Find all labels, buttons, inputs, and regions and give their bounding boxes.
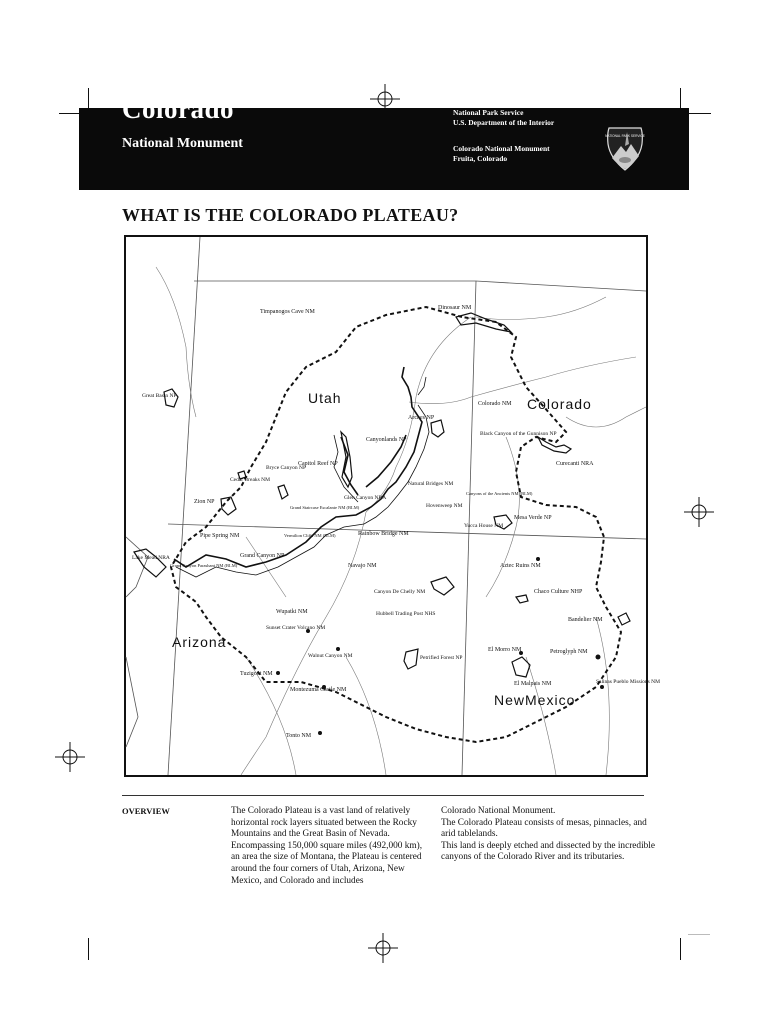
crop-mark (680, 88, 681, 108)
park-label-pipe-spring: Pipe Spring NM (200, 533, 240, 539)
park-label-rainbow-bridge: Rainbow Bridge NM (358, 531, 409, 537)
park-label-great-basin-text: Great Basin NP (142, 393, 177, 399)
park-label-salinas: Salinas Pueblo Missions NM (596, 679, 661, 685)
park-label-tuzigoot: Tuzigoot NM (240, 671, 273, 677)
overview-heading: OVERVIEW (122, 806, 170, 816)
crop-mark (688, 934, 710, 935)
park-label-hubbell: Hubbell Trading Post NHS (376, 611, 436, 617)
park-outline-bandelier (618, 613, 630, 625)
overview-line-canyons: This land is deeply etched and dissected by the incredible canyons of the Colorado River and its tributaries. (441, 840, 656, 863)
park-label-canyons-ancients: Canyons of the Ancients NM (BLM) (466, 491, 533, 496)
agency-block (453, 108, 554, 128)
crop-mark (88, 938, 89, 960)
crop-mark (680, 938, 681, 960)
park-outline-lake-mead (134, 549, 166, 577)
park-outline-canyon-de-chelly (431, 577, 454, 595)
park-label-montezuma: Montezuma Castle NM (290, 687, 347, 693)
overview-line-monument: Colorado National Monument. (441, 806, 556, 816)
park-label-grand-canyon-parashant: Grand Canyon Parashant NM (BLM) (170, 563, 238, 568)
registration-mark (55, 742, 85, 772)
park-outline-petrified-forest (404, 649, 418, 669)
state-label-colorado: Colorado (527, 396, 592, 412)
park-label-vermilion: Vermilion Cliffs NM (BLM) (284, 533, 336, 538)
overview-paragraph-1: The Colorado Plateau is a vast land of relatively horizontal rock layers situated between the Rocky Mountains and the Great Basin of Nevada. Encompassing 150,000 square miles (492,000 km), an area the size of Montana, the Plateau is centered around the four corners of Utah, Arizona, New Mexico, and Colorado and includes (231, 806, 423, 886)
park-outline-dinosaur (456, 313, 511, 332)
park-label-grand-canyon: Grand Canyon NP (240, 553, 285, 559)
park-label-chaco: Chaco Culture NHP (534, 589, 583, 595)
park-label-arches: Arches NP (408, 415, 435, 421)
park-label-glen-canyon: Glen Canyon NRA (344, 495, 387, 501)
park-label-zion: Zion NP (194, 499, 215, 505)
park-label-dinosaur: Dinosaur NM (438, 305, 472, 311)
park-location-block (453, 144, 550, 164)
registration-mark (368, 933, 398, 963)
park-label-aztec: Aztec Ruins NM (500, 563, 541, 569)
park-label-great-basin (142, 393, 177, 399)
park-outline-bryce (278, 485, 288, 499)
park-label-capitol-reef: Capitol Reef NP (298, 461, 338, 467)
registration-mark (684, 497, 714, 527)
crop-mark (689, 113, 711, 114)
park-outline-chaco (516, 595, 528, 603)
park-label-el-malpais: El Malpais NM (514, 681, 552, 687)
park-label-el-morro: El Morro NM (488, 647, 522, 653)
nps-arrowhead-icon (603, 124, 647, 172)
park-subtitle: National Monument (122, 136, 243, 151)
park-label-lake-mead: Lake Mead NRA (132, 555, 170, 561)
park-title: Colorado (122, 94, 234, 124)
overview-column-1 (231, 806, 431, 887)
park-label-petroglyph: Petroglyph NM (550, 649, 588, 655)
state-label-utah: Utah (308, 390, 342, 406)
park-label-mesa-verde: Mesa Verde NP (514, 515, 552, 521)
map-svg (126, 237, 661, 775)
park-label-black-canyon: Black Canyon of the Gunnison NP (480, 431, 557, 437)
crop-mark (88, 88, 89, 108)
header-banner (79, 94, 689, 190)
park-label-curecanti: Curecanti NRA (556, 461, 594, 467)
section-divider (122, 795, 644, 796)
park-label-canyonlands: Canyonlands NP (366, 437, 407, 443)
park-dot-tuzigoot (276, 671, 280, 675)
department-name: U.S. Department of the Interior (453, 118, 555, 127)
park-label-tonto: Tonto NM (286, 733, 312, 739)
crop-mark (59, 113, 79, 114)
park-label-timpanogos: Timpanogos Cave NM (260, 309, 315, 315)
park-label-sunset-crater: Sunset Crater Volcano NM (266, 625, 326, 631)
park-dot-petroglyph (596, 655, 601, 660)
park-dot-tonto (318, 731, 322, 735)
park-label-canyon-de-chelly: Canyon De Chelly NM (374, 589, 426, 595)
overview-line-landforms: The Colorado Plateau consists of mesas, pinnacles, and arid tablelands. (441, 817, 647, 840)
park-outline-arches (431, 420, 444, 437)
park-dots (276, 557, 604, 735)
logo-text: NATIONAL PARK SERVICE (605, 134, 645, 138)
park-label-colorado-nm: Colorado NM (478, 401, 512, 407)
park-label-wupatki: Wupatki NM (276, 609, 308, 615)
park-label-hovenweep: Hovenweep NM (426, 503, 463, 509)
park-label-grand-staircase: Grand Staircase Escalante NM (BLM) (290, 505, 360, 510)
park-name: Colorado National Monument (453, 144, 550, 153)
park-label-natural-bridges: Natural Bridges NM (408, 481, 454, 487)
park-label-petrified-forest: Petrified Forest NP (420, 655, 463, 661)
park-outline-black-canyon (538, 437, 571, 453)
park-dot-salinas (600, 685, 604, 689)
park-label-walnut-canyon: Walnut Canyon NM (308, 653, 353, 659)
park-label-bandelier: Bandelier NM (568, 617, 603, 623)
state-label-arizona: Arizona (172, 634, 227, 650)
park-label-navajo: Navajo NM (348, 563, 377, 569)
park-label-bryce: Bryce Canyon NP (266, 465, 307, 471)
overview-column-2 (441, 806, 656, 864)
plateau-map (124, 235, 661, 777)
plateau-boundary (171, 307, 621, 742)
colorado-river-canyons-outline (176, 377, 429, 577)
park-location: Fruita, Colorado (453, 154, 508, 163)
park-label-yucca-house: Yucca House NM (464, 523, 504, 529)
park-dot-walnut-canyon (336, 647, 340, 651)
state-label-new-mexico: NewMexico (494, 692, 576, 708)
park-dot-aztec (536, 557, 540, 561)
agency-name: National Park Service (453, 108, 524, 117)
page-title: WHAT IS THE COLORADO PLATEAU? (122, 205, 459, 225)
park-label-cedar-breaks: Cedar Breaks NM (230, 477, 271, 483)
